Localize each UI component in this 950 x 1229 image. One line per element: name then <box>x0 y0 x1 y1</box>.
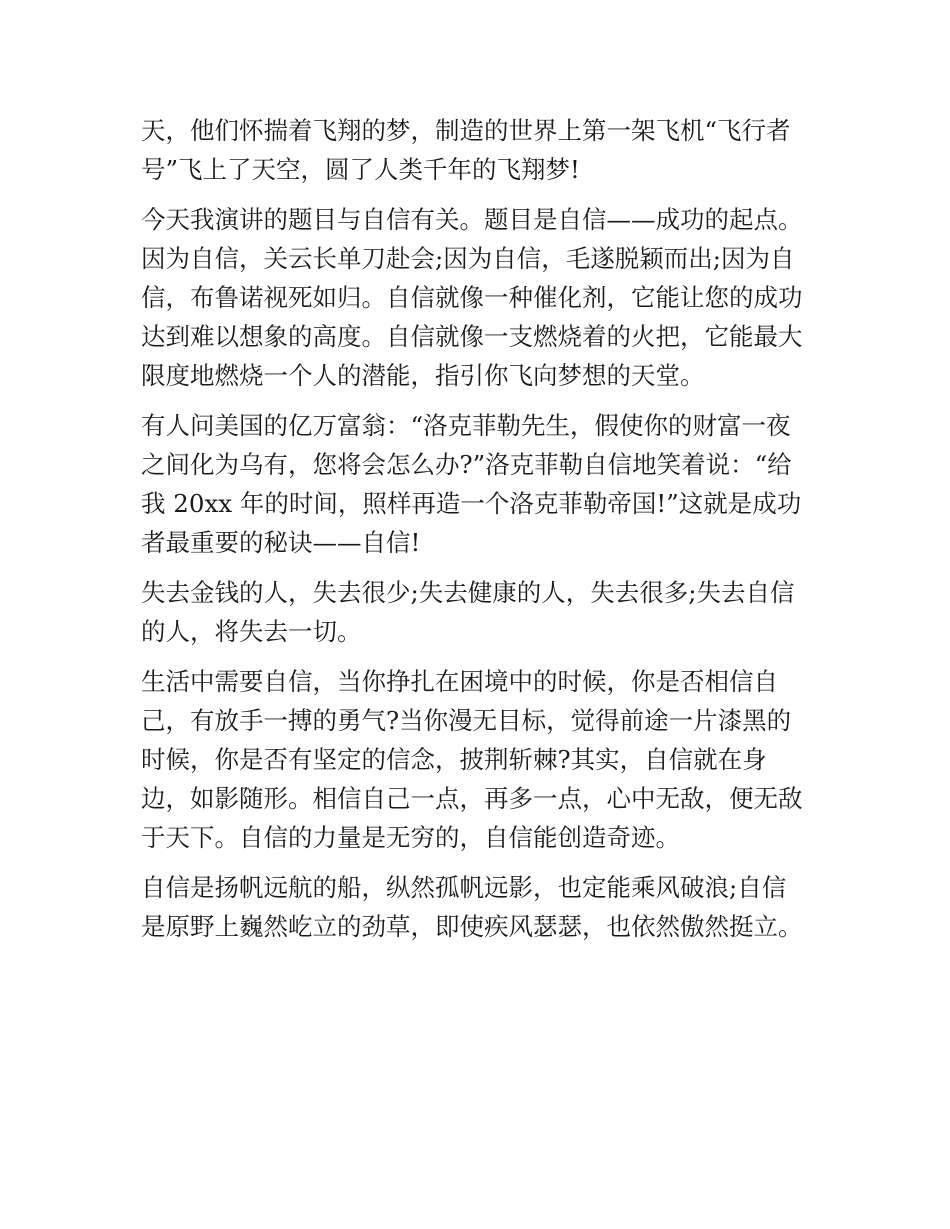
paragraph-3 <box>141 406 821 562</box>
text-line: 有人问美国的亿万富翁：“洛克菲勒先生，假使你的财富一夜 <box>141 411 791 440</box>
paragraph-5 <box>141 662 821 857</box>
text-line: 是原野上巍然屹立的劲草，即使疾风瑟瑟，也依然傲然挺立。 <box>141 912 803 941</box>
paragraph-6 <box>141 868 821 946</box>
text-line: 限度地燃烧一个人的潜能，指引你飞向梦想的天堂。 <box>141 361 705 390</box>
text-line: 的人，将失去一切。 <box>141 617 362 646</box>
text-line: 于天下。自信的力量是无穷的，自信能创造奇迹。 <box>141 823 680 852</box>
text-line: 者最重要的秘诀——自信! <box>141 528 421 557</box>
text-line: 自信是扬帆远航的船，纵然孤帆远影，也定能乘风破浪;自信 <box>141 873 787 902</box>
text-line: 己，有放手一搏的勇气?当你漫无目标，觉得前途一片漆黑的 <box>141 706 792 735</box>
text-line: 今天我演讲的题目与自信有关。题目是自信——成功的起点。 <box>141 205 803 234</box>
text-line: 天，他们怀揣着飞翔的梦，制造的世界上第一架飞机“飞行者 <box>141 116 791 145</box>
text-line: 生活中需要自信，当你挣扎在困境中的时候，你是否相信自 <box>141 667 778 696</box>
text-line: 信，布鲁诺视死如归。自信就像一种催化剂，它能让您的成功 <box>141 283 803 312</box>
text-line: 达到难以想象的高度。自信就像一支燃烧着的火把，它能最大 <box>141 322 803 351</box>
text-line: 时候，你是否有坚定的信念，披荆斩棘?其实，自信就在身 <box>141 745 767 774</box>
paragraph-4 <box>141 573 821 651</box>
paragraph-1 <box>141 111 821 189</box>
text-line: 失去金钱的人，失去很少;失去健康的人，失去很多;失去自信 <box>141 578 795 607</box>
text-line: 号”飞上了天空，圆了人类千年的飞翔梦! <box>141 155 580 184</box>
document-body <box>141 111 821 946</box>
text-line: 之间化为乌有，您将会怎么办?”洛克菲勒自信地笑着说：“给 <box>141 450 792 479</box>
text-line: 我 20xx 年的时间，照样再造一个洛克菲勒帝国!”这就是成功 <box>141 489 802 518</box>
paragraph-2 <box>141 200 821 395</box>
text-line: 边，如影随形。相信自己一点，再多一点，心中无敌，便无敌 <box>141 784 803 813</box>
text-line: 因为自信，关云长单刀赴会;因为自信，毛遂脱颖而出;因为自 <box>141 244 795 273</box>
